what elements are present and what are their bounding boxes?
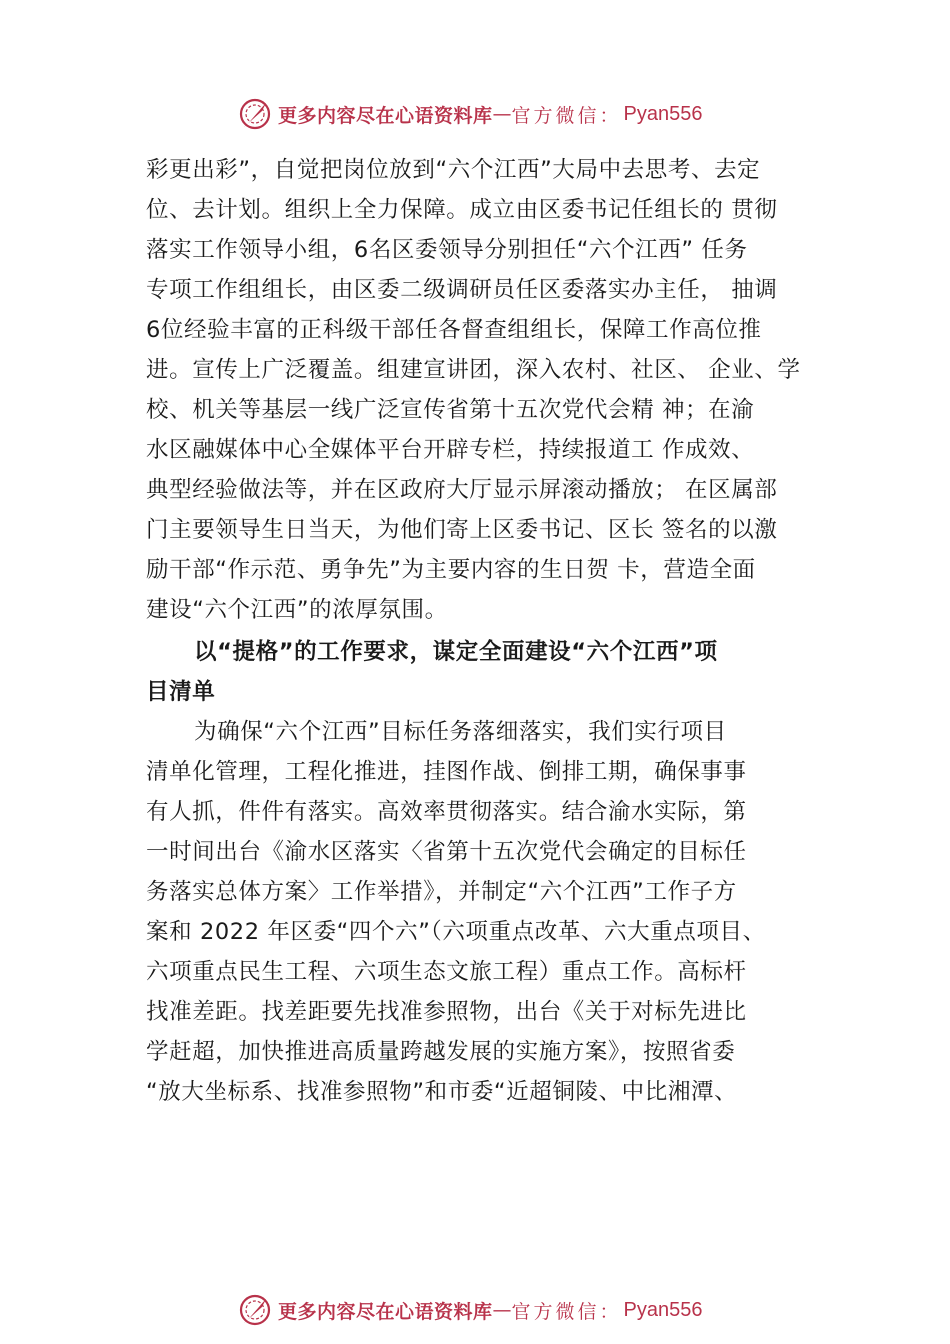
- document-body: [146, 150, 836, 1112]
- text-line: 6位经验丰富的正科级干部任各督查组组长，保障工作高位推: [146, 317, 762, 343]
- footer-banner: [238, 1292, 703, 1328]
- quill-seal-icon: [238, 97, 272, 131]
- header-brand: 更多内容尽在心语资料库: [278, 104, 493, 127]
- footer-official-label: 官方微信：: [511, 1300, 622, 1323]
- text-line: 彩更出彩”，自觉把岗位放到“六个江西”大局中去思考、去定: [146, 157, 761, 183]
- text-line: 学赶超，加快推进高质量跨越发展的实施方案》，按照省委: [146, 1039, 736, 1065]
- paragraph-2: [146, 712, 836, 1112]
- text-line: 励干部“作示范、勇争先”为主要内容的生日贺 卡，营造全面: [146, 557, 756, 583]
- text-line: 专项工作组组长，由区委二级调研员任区委落实办主任， 抽调: [146, 277, 778, 303]
- header-banner: [238, 96, 703, 132]
- text-line: 务落实总体方案〉工作举措》，并制定“六个江西”工作子方: [146, 879, 737, 905]
- text-line: 落实工作领导小组，6名区委领导分别担任“六个江西” 任务: [146, 237, 748, 263]
- text-line: 典型经验做法等，并在区政府大厅显示屏滚动播放； 在区属部: [146, 477, 778, 503]
- heading-line: 目清单: [146, 679, 216, 705]
- text-line: 门主要领导生日当天，为他们寄上区委书记、区长 签名的以激: [146, 517, 778, 543]
- text-line: “放大坐标系、找准参照物”和市委“近超铜陵、中比湘潭、: [146, 1079, 738, 1105]
- text-line: 找准差距。找差距要先找准参照物，出台《关于对标先进比: [146, 999, 747, 1025]
- paragraph-1: [146, 150, 836, 630]
- text-line: 水区融媒体中心全媒体平台开辟专栏，持续报道工 作成效、: [146, 437, 755, 463]
- text-line: 有人抓，件件有落实。高效率贯彻落实。结合渝水实际，第: [146, 799, 747, 825]
- text-line: 六项重点民生工程、六项生态文旅工程）重点工作。高标杆: [146, 959, 747, 985]
- footer-brand: 更多内容尽在心语资料库: [278, 1300, 493, 1323]
- header-separator: —: [492, 103, 512, 125]
- text-line: 清单化管理，工程化推进，挂图作战、倒排工期，确保事事: [146, 759, 747, 785]
- header-official-label: 官方微信：: [511, 104, 622, 127]
- text-line: 为确保“六个江西”目标任务落细落实，我们实行项目: [194, 719, 727, 745]
- text-line: 一时间出台《渝水区落实〈省第十五次党代会确定的目标任: [146, 839, 747, 865]
- footer-separator: —: [492, 1299, 512, 1321]
- text-line: 位、去计划。组织上全力保障。成立由区委书记任组长的 贯彻: [146, 197, 778, 223]
- text-line: 校、机关等基层一线广泛宣传省第十五次党代会精 神；在渝: [146, 397, 755, 423]
- header-wechat-id: Pyan556: [623, 102, 703, 125]
- text-line: 建设“六个江西”的浓厚氛围。: [146, 597, 448, 623]
- heading-line: 以“提格”的工作要求，谋定全面建设“六个江西”项: [194, 639, 718, 665]
- footer-wechat-id: Pyan556: [623, 1298, 703, 1321]
- text-line: 案和 2022 年区委“四个六”（六项重点改革、六大重点项目、: [146, 919, 766, 945]
- quill-seal-icon: [238, 1293, 272, 1327]
- section-heading: [146, 632, 836, 712]
- text-line: 进。宣传上广泛覆盖。组建宣讲团，深入农村、社区、 企业、学: [146, 357, 801, 383]
